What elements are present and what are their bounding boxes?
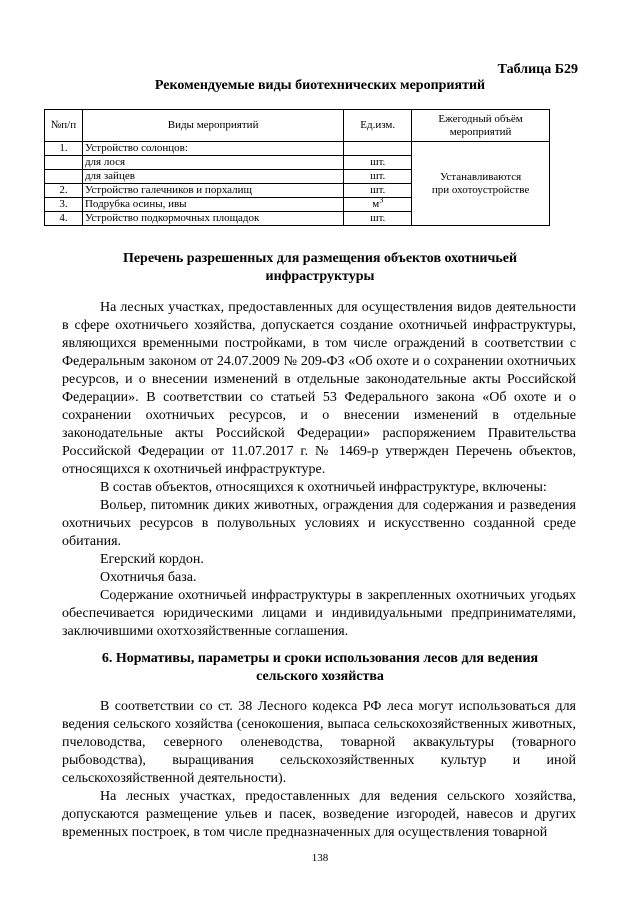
row-name: Устройство галечников и порхалищ — [82, 184, 343, 198]
section2-body — [62, 698, 576, 842]
row-num: 4. — [45, 212, 83, 226]
volume-cell — [412, 142, 550, 226]
row-unit: шт. — [344, 170, 412, 184]
measures-table — [44, 109, 550, 226]
row-unit: шт. — [344, 184, 412, 198]
row-unit: шт. — [344, 156, 412, 170]
unit-superscript: 3 — [379, 195, 384, 205]
row-name: для лося — [82, 156, 343, 170]
section1-body — [62, 299, 576, 641]
header-unit: Ед.изм. — [344, 110, 412, 142]
row-name: для зайцев — [82, 170, 343, 184]
row-unit — [344, 195, 412, 212]
row-unit — [344, 142, 412, 156]
table-row — [45, 142, 550, 156]
paragraph: Вольер, питомник диких животных, ограждения для содержания и разведения охотничьих ресурсов в полувольных условиях и искусственно созданной среде обитания. — [62, 498, 576, 549]
header-measure: Виды мероприятий — [82, 110, 343, 142]
header-volume: Ежегодный объём мероприятий — [412, 110, 550, 142]
heading-line: 6. Нормативы, параметры и сроки использования лесов для ведения — [101, 651, 539, 666]
paragraph: На лесных участках, предоставленных для ведения сельского хозяйства, допускаются размещение ульев и пасек, возведение изгородей, навесов и других временных построек, в том числе предназначенных для осуществления товарной — [62, 789, 576, 840]
row-name: Устройство подкормочных площадок — [82, 212, 343, 226]
table-title: Рекомендуемые виды биотехнических мероприятий — [154, 78, 486, 93]
table-number: Таблица Б29 — [497, 62, 578, 77]
table-header-row — [45, 110, 550, 142]
row-name: Подрубка осины, ивы — [82, 198, 343, 212]
row-num — [45, 170, 83, 184]
unit-text: м — [372, 198, 380, 210]
section2-heading — [0, 650, 640, 686]
volume-line1: Устанавливаются — [439, 170, 522, 183]
volume-line2: при охотоустройстве — [431, 183, 530, 196]
row-num: 3. — [45, 198, 83, 212]
paragraph: На лесных участках, предоставленных для осуществления видов деятельности в сфере охотничьего хозяйства, допускается создание охотничьей инфраструктуры, являющихся временными постройками, в том числе ограждений в соответствии с Федеральным законом от 24.07.2009 № 209-ФЗ «Об охоте и о сохранении охотничьих ресурсов, и о внесении изменений в отдельные законодательные акты Российской Федерации». В соответствии со статьей 53 Федерального закона «Об охоте и о сохранении охотничьих ресурсов, и о внесении изменений в отдельные законодательные акты Российской Федерации» распоряжением Правительства Российской Федерации от 11.07.2017 г. № 1469-р утвержден Перечень объектов, относящихся к охотничьей инфраструктуре. — [62, 300, 576, 477]
row-name: Устройство солонцов: — [82, 142, 343, 156]
row-num: 2. — [45, 184, 83, 198]
row-num: 1. — [45, 142, 83, 156]
heading-line: сельского хозяйства — [256, 669, 384, 684]
heading-line: Перечень разрешенных для размещения объектов охотничьей — [122, 251, 518, 266]
section1-heading — [0, 250, 640, 286]
paragraph: Егерский кордон. — [100, 552, 204, 567]
row-num — [45, 156, 83, 170]
header-num: №п/п — [45, 110, 83, 142]
page-number: 138 — [311, 852, 329, 864]
heading-line: инфраструктуры — [265, 269, 375, 284]
paragraph: Содержание охотничьей инфраструктуры в закрепленных охотничьих угодьях обеспечивается юридическими лицами и индивидуальными предпринимателями, заключившими охотхозяйственные соглашения. — [62, 588, 576, 639]
row-unit: шт. — [344, 212, 412, 226]
paragraph: В соответствии со ст. 38 Лесного кодекса РФ леса могут использоваться для ведения сельского хозяйства (сенокошения, выпаса сельскохозяйственных животных, пчеловодства, северного оленеводства, товарной аквакультуры (товарного рыбоводства), выращивания сельскохозяйственных культур и иной сельскохозяйственной деятельности). — [62, 699, 576, 786]
paragraph: Охотничья база. — [100, 570, 197, 585]
paragraph: В состав объектов, относящихся к охотничьей инфраструктуре, включены: — [100, 480, 547, 495]
